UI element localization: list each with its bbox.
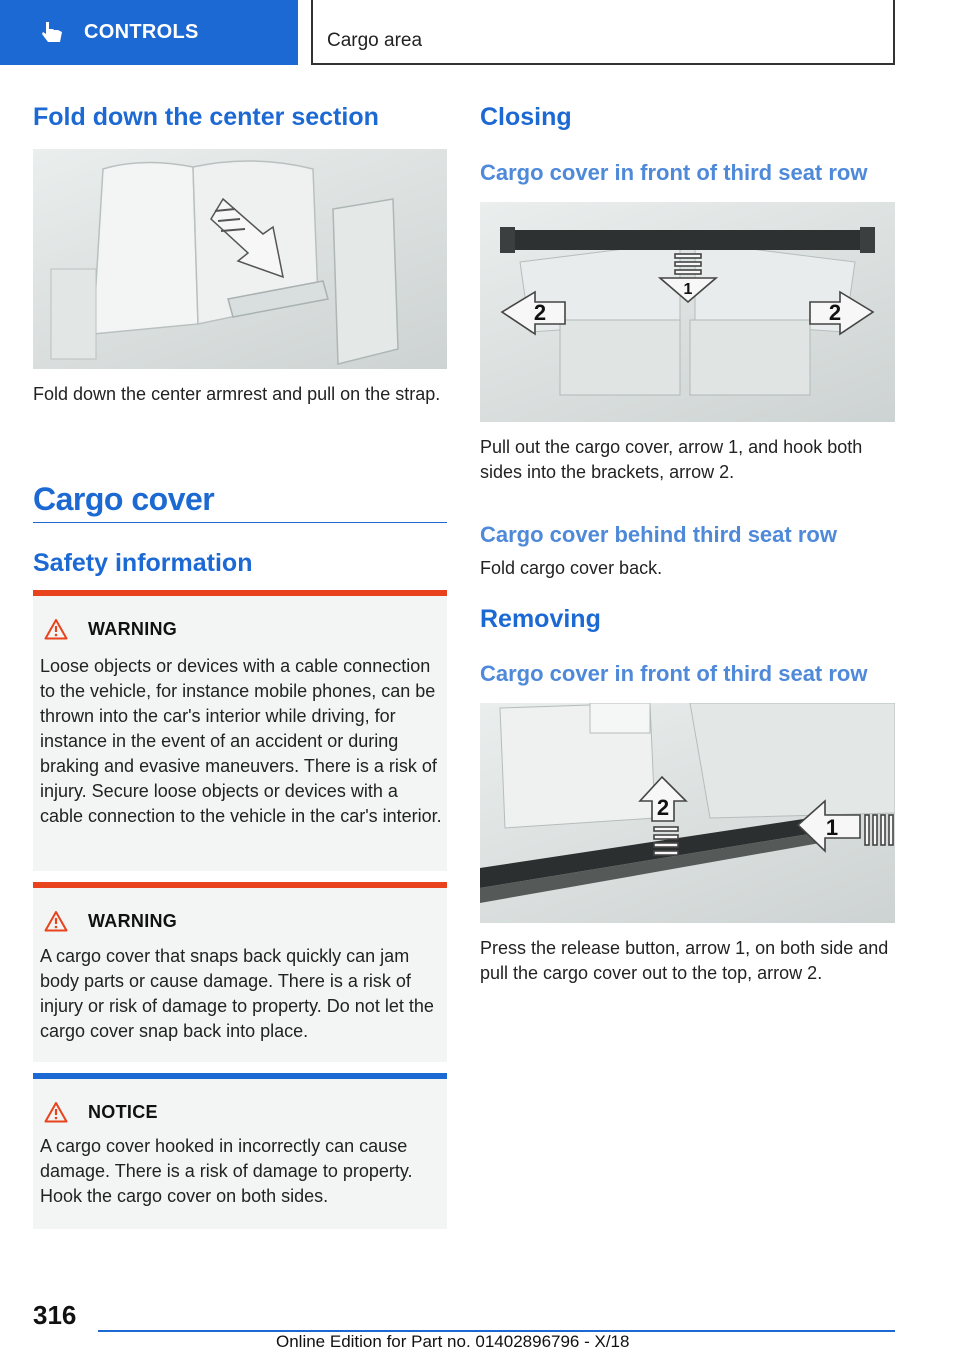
armrest-photo [33, 149, 447, 369]
front-text-1: Pull out the cargo cover, arrow 1, and hook both sides into the brackets, arrow 2. [480, 437, 863, 482]
breadcrumb [311, 0, 895, 65]
hand-pointer-icon [40, 20, 66, 46]
callout-2-right: 2 [828, 300, 842, 325]
fold-heading: Fold down the center section [33, 103, 379, 131]
callout-1: 1 [825, 815, 839, 840]
front-heading-2: Cargo cover in front of third seat row [480, 661, 868, 686]
heading-rule [33, 522, 447, 523]
notice-text: A cargo cover hooked in incorrectly can cause damage. There is a risk of damage to property. Hook the cargo cover on both sides. [40, 1136, 413, 1206]
cargo-removing-photo [480, 703, 895, 923]
warning-bar [33, 882, 447, 888]
warning-box-1 [33, 590, 447, 871]
fold-text: Fold down the center armrest and pull on the strap. [33, 384, 441, 404]
callout-2-left: 2 [533, 300, 547, 325]
cargo-closing-photo [480, 202, 895, 422]
breadcrumb-label: Cargo area [327, 30, 423, 51]
warning-bar [33, 590, 447, 596]
closing-heading: Closing [480, 103, 572, 131]
warning-triangle-icon [44, 618, 68, 640]
section-tab-label: CONTROLS [84, 21, 199, 43]
behind-heading: Cargo cover behind third seat row [480, 522, 837, 547]
page-number: 316 [33, 1300, 77, 1330]
behind-text: Fold cargo cover back. [480, 558, 663, 578]
warning-text: Loose objects or devices with a cable connection to the vehicle, for instance mobile phones, can be thrown into the car's interior while driving, for instance in the event of an accident or during braking and evasive maneuvers. There is a risk of injury. Secure loose objects or devices with a cable connection to the vehicle in the car's interior. [40, 656, 442, 826]
section-tab[interactable] [0, 0, 298, 65]
cargo-cover-heading: Cargo cover [33, 481, 215, 517]
warning-text: A cargo cover that snaps back quickly can jam body parts or cause damage. There is a risk of injury or risk of damage to property. Do not let the cargo cover snap back into place. [40, 946, 434, 1041]
callout-1: 1 [683, 281, 693, 298]
warning-title: WARNING [88, 910, 178, 931]
edition-footer: Online Edition for Part no. 01402896796 - X/18 [276, 1332, 630, 1351]
front-heading-1: Cargo cover in front of third seat row [480, 160, 868, 185]
warning-box-2 [33, 882, 447, 1062]
warning-triangle-icon [44, 910, 68, 932]
notice-triangle-icon [44, 1101, 68, 1123]
safety-heading: Safety information [33, 549, 253, 577]
front-text-2: Press the release button, arrow 1, on both side and pull the cargo cover out to the top, arrow 2. [480, 938, 889, 983]
warning-title: WARNING [88, 618, 178, 639]
notice-box [33, 1073, 447, 1229]
removing-heading: Removing [480, 605, 601, 633]
notice-bar [33, 1073, 447, 1079]
callout-2: 2 [656, 795, 670, 820]
notice-title: NOTICE [88, 1101, 158, 1122]
